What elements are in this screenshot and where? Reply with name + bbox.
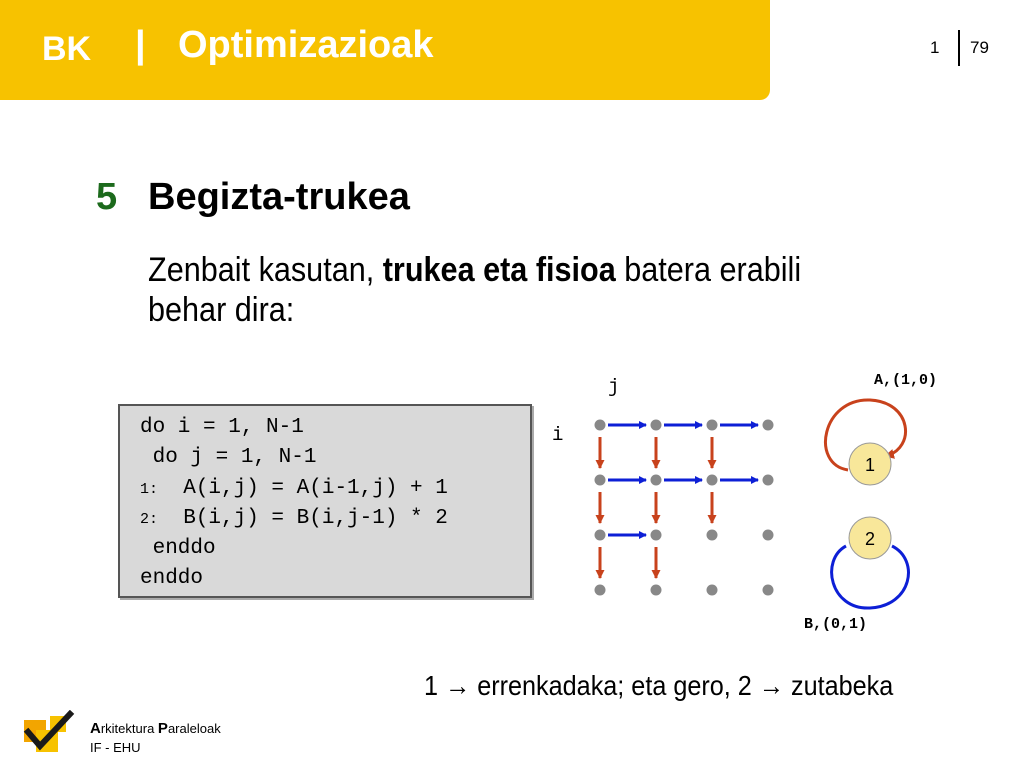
logo-icon (22, 710, 76, 754)
i-axis-label: i (552, 424, 564, 446)
intro-part2: batera erabili behar dira: (148, 251, 802, 329)
code-box (118, 404, 532, 598)
code-line-prefix: 2: (140, 511, 159, 528)
footer-a-rest: rkitektura (100, 721, 158, 736)
intro-text (148, 250, 814, 330)
iteration-point (595, 475, 606, 486)
code-line (140, 446, 316, 469)
code-line (140, 507, 448, 530)
code-line-prefix: 1: (140, 481, 159, 498)
footer-line2: IF - EHU (90, 740, 141, 755)
iteration-point (595, 530, 606, 541)
code-line (140, 537, 216, 560)
iteration-point (595, 420, 606, 431)
iteration-point (651, 530, 662, 541)
code-line-text: do j = 1, N-1 (140, 446, 317, 469)
header-separator: | (135, 24, 146, 66)
section-number: 5 (96, 176, 118, 218)
code-line-text: enddo (140, 537, 216, 560)
code-line-text: do i = 1, N-1 (140, 416, 304, 439)
iteration-point (651, 585, 662, 596)
code-line (140, 416, 304, 439)
code-line-text: enddo (140, 567, 204, 590)
footer-a-initial: A (90, 720, 101, 737)
code-line (140, 567, 203, 590)
iteration-point (651, 475, 662, 486)
iteration-point (763, 475, 774, 486)
header-brand: BK (42, 30, 92, 68)
iteration-point (707, 420, 718, 431)
iteration-point (763, 530, 774, 541)
iteration-point (763, 420, 774, 431)
iteration-point (651, 420, 662, 431)
footer-p-rest: araleloak (167, 721, 221, 736)
node-2-label: 2 (864, 529, 876, 549)
iteration-point (595, 585, 606, 596)
header-title: Optimizazioak (178, 24, 434, 66)
iteration-point (763, 585, 774, 596)
intro-bold: trukea eta fisioa (382, 251, 616, 289)
loop-a-label: A,(1,0) (874, 372, 938, 389)
intro-part1: Zenbait kasutan, (148, 251, 383, 289)
loop-b-label: B,(0,1) (804, 616, 868, 633)
iteration-point (707, 530, 718, 541)
node-1-label: 1 (864, 455, 876, 475)
dependency-diagram (540, 360, 1000, 640)
code-line-text: A(i,j) = A(i-1,j) + 1 (158, 477, 448, 500)
page-current: 1 (930, 38, 940, 57)
iteration-point (707, 475, 718, 486)
section-title: Begizta-trukea (148, 176, 410, 218)
page-divider (958, 30, 960, 66)
footer-line1 (90, 720, 221, 737)
footer-p-initial: P (157, 720, 168, 737)
iteration-point (707, 585, 718, 596)
code-line (140, 477, 448, 500)
page-total: 79 (970, 38, 989, 57)
j-axis-label: j (608, 376, 620, 398)
caption: 1 → errenkadaka; eta gero, 2 → zutabeka (424, 670, 894, 701)
code-line-text: B(i,j) = B(i,j-1) * 2 (158, 507, 448, 530)
iteration-grid (595, 420, 774, 596)
